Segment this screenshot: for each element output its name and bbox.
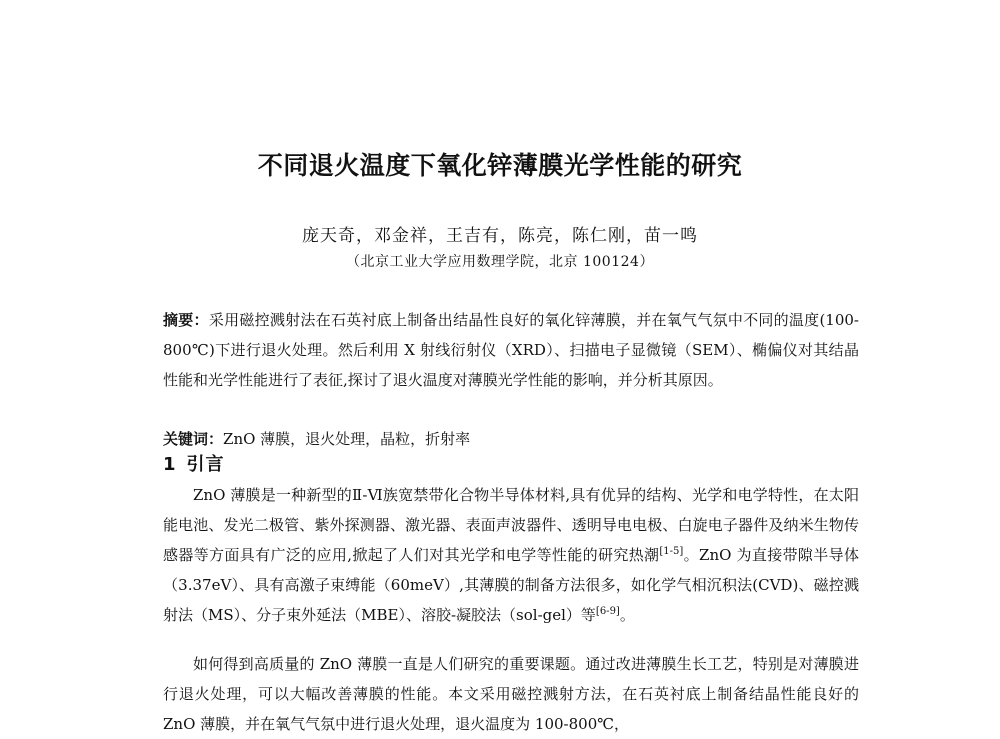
section-number: 1 <box>163 454 177 475</box>
citation-ref: [6-9] <box>595 606 620 617</box>
intro-p1-text-a: ZnO 薄膜是一种新型的Ⅱ-Ⅵ族宽禁带化合物半导体材料,具有优异的结构、光学和电学特性，在太阳能电池、发光二极管、紫外探测器、激光器、表面声波器件、透明导电电极、白旋电子器件及纳米生物传感器等方面具有广泛的应用,掀起了人们对其光学和电学等性能的研究热潮 <box>163 486 859 564</box>
intro-p2-text: 如何得到高质量的 ZnO 薄膜一直是人们研究的重要课题。通过改进薄膜生长工艺，特别是对薄膜进行退火处理，可以大幅改善薄膜的性能。本文采用磁控溅射方法，在石英衬底上制备结晶性能良好的 ZnO 薄膜，并在氧气气氛中进行退火处理，退火温度为 100-800℃， <box>163 655 859 733</box>
section-title: 引言 <box>186 454 225 475</box>
keywords-text: ZnO 薄膜，退火处理，晶粒，折射率 <box>223 430 471 448</box>
keywords-label: 关键词： <box>163 430 224 448</box>
intro-p1-text-c: 。 <box>619 606 635 624</box>
affiliation: （北京工业大学应用数理学院，北京 100124） <box>346 254 654 270</box>
keywords-paragraph <box>163 424 859 454</box>
author-list: 庞天奇，邓金祥，王吉有，陈亮，陈仁刚，苗一鸣 <box>302 226 698 246</box>
section-heading-introduction <box>163 450 225 476</box>
paper-title: 不同退火温度下氧化锌薄膜光学性能的研究 <box>257 151 743 180</box>
introduction-paragraph-1 <box>163 480 859 630</box>
introduction-paragraph-2 <box>163 649 859 739</box>
citation-ref: [1-5] <box>659 546 684 557</box>
intro-p1-text-b: 。ZnO 为直接带隙半导体（3.37eV）、具有高激子束缚能（60meV）,其薄膜的制备方法很多，如化学气相沉积法(CVD)、磁控溅射法（MS）、分子束外延法（MBE）、溶胶-凝胶法（sol-gel）等 <box>163 546 859 624</box>
abstract-label: 摘要： <box>163 311 209 329</box>
abstract-text: 采用磁控溅射法在石英衬底上制备出结晶性良好的氧化锌薄膜，并在氧气气氛中不同的温度(100-800℃)下进行退火处理。然后利用 X 射线衍射仪（XRD）、扫描电子显微镜（SEM）、椭偏仪对其结晶性能和光学性能进行了表征,探讨了退火温度对薄膜光学性能的影响，并分析其原因。 <box>163 311 859 389</box>
abstract-paragraph <box>163 305 859 395</box>
